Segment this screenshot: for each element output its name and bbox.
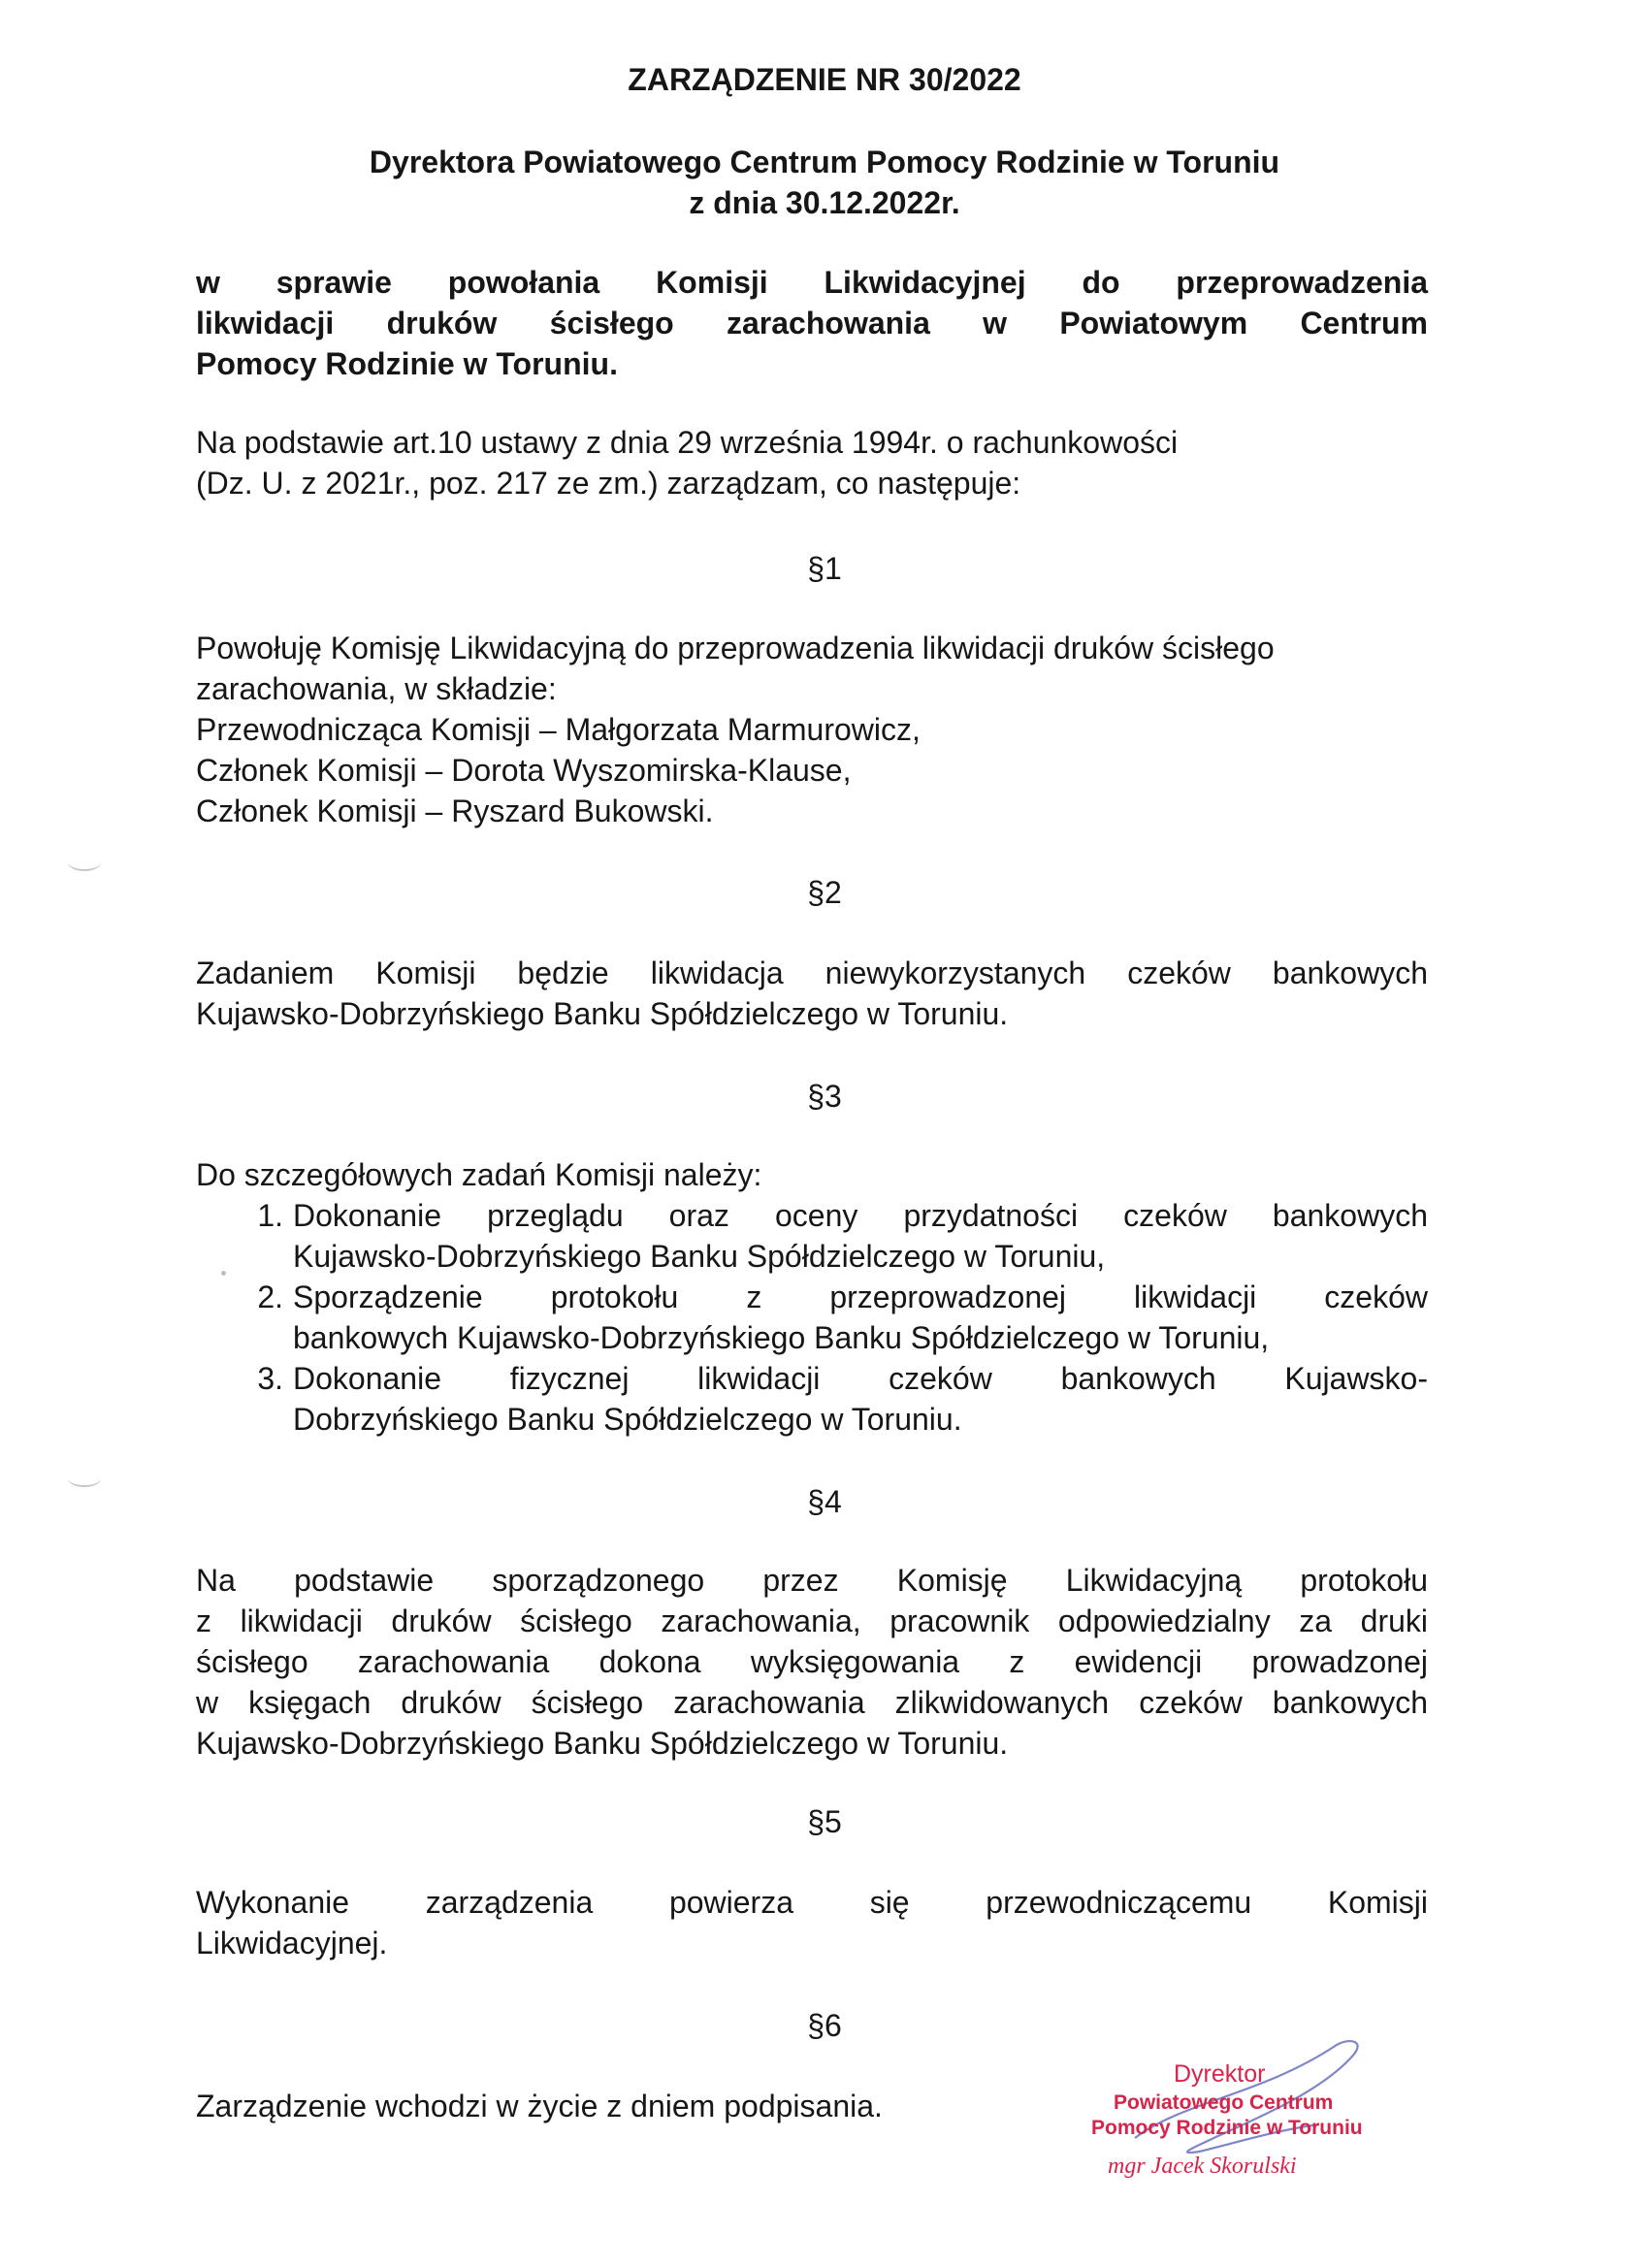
document-title: ZARZĄDZENIE NR 30/2022 bbox=[628, 62, 1021, 97]
section-4-body bbox=[196, 1560, 1428, 1764]
preamble bbox=[196, 422, 1428, 503]
section-2-line: Zadaniem Komisji będzie likwidacja niewykorzystanych czeków bankowych bbox=[196, 956, 1428, 990]
section-mark-5: §5 bbox=[807, 1804, 842, 1839]
list-item bbox=[235, 1195, 1428, 1277]
section-4-line: ścisłego zarachowania dokona wyksięgowania z ewidencji prowadzonej bbox=[196, 1644, 1428, 1679]
list-number: 2. bbox=[257, 1280, 283, 1314]
section-5-body bbox=[196, 1882, 1428, 1963]
issue-date: z dnia 30.12.2022r. bbox=[689, 185, 960, 220]
list-item-line: Dobrzyńskiego Banku Spółdzielczego w Toruniu. bbox=[293, 1402, 962, 1437]
list-item-line: Dokonanie przeglądu oraz oceny przydatności czeków bankowych bbox=[293, 1198, 1428, 1233]
section-5-line: Wykonanie zarządzenia powierza się przewodniczącemu Komisji bbox=[196, 1885, 1428, 1920]
section-1-line: Członek Komisji – Dorota Wyszomirska-Klause, bbox=[196, 753, 852, 788]
list-item-line: bankowych Kujawsko-Dobrzyńskiego Banku Spółdzielczego w Toruniu, bbox=[293, 1320, 1270, 1355]
subject-line: Pomocy Rodzinie w Toruniu. bbox=[196, 346, 618, 381]
document-issuer bbox=[0, 142, 1649, 223]
section-3-intro: Do szczegółowych zadań Komisji należy: bbox=[196, 1157, 762, 1192]
section-4-line: z likwidacji druków ścisłego zarachowania, pracownik odpowiedzialny za druki bbox=[196, 1604, 1428, 1638]
section-1-line: Przewodnicząca Komisji – Małgorzata Marmurowicz, bbox=[196, 712, 921, 747]
list-number: 3. bbox=[257, 1361, 283, 1396]
scan-mark bbox=[68, 854, 101, 871]
list-item bbox=[235, 1277, 1428, 1358]
list-item bbox=[235, 1358, 1428, 1440]
stamp-institution-line: Powiatowego Centrum bbox=[1114, 2091, 1334, 2114]
subject-block bbox=[196, 262, 1428, 384]
signature-stamp bbox=[1077, 2037, 1387, 2183]
section-mark-1: §1 bbox=[807, 551, 842, 586]
section-5-line: Likwidacyjnej. bbox=[196, 1926, 388, 1960]
section-1-line: Powołuję Komisję Likwidacyjną do przeprowadzenia likwidacji druków ścisłego bbox=[196, 631, 1275, 665]
stamp-institution-line: Pomocy Rodzinie w Toruniu bbox=[1091, 2117, 1363, 2139]
preamble-line: Na podstawie art.10 ustawy z dnia 29 września 1994r. o rachunkowości bbox=[196, 425, 1179, 460]
section-1-body bbox=[196, 628, 1428, 831]
list-number: 1. bbox=[257, 1198, 283, 1233]
section-1-line: zarachowania, w składzie: bbox=[196, 671, 557, 706]
section-4-line: Na podstawie sporządzonego przez Komisję Likwidacyjną protokołu bbox=[196, 1563, 1428, 1598]
stamp-title: Dyrektor bbox=[1174, 2060, 1266, 2088]
issuer-line: Dyrektora Powiatowego Centrum Pomocy Rodzinie w Toruniu bbox=[369, 145, 1280, 179]
subject-line: w sprawie powołania Komisji Likwidacyjnej do przeprowadzenia bbox=[196, 265, 1428, 300]
section-6-body: Zarządzenie wchodzi w życie z dniem podpisania. bbox=[196, 2089, 883, 2123]
section-2-line: Kujawsko-Dobrzyńskiego Banku Spółdzielczego w Toruniu. bbox=[196, 996, 1009, 1031]
list-item-line: Kujawsko-Dobrzyńskiego Banku Spółdzielczego w Toruniu, bbox=[293, 1239, 1106, 1274]
scan-dot bbox=[221, 1271, 226, 1276]
section-1-line: Członek Komisji – Ryszard Bukowski. bbox=[196, 794, 714, 828]
preamble-line: (Dz. U. z 2021r., poz. 217 ze zm.) zarządzam, co następuje: bbox=[196, 466, 1021, 501]
section-4-line: w księgach druków ścisłego zarachowania zlikwidowanych czeków bankowych bbox=[196, 1685, 1428, 1720]
section-4-line: Kujawsko-Dobrzyńskiego Banku Spółdzielczego w Toruniu. bbox=[196, 1726, 1009, 1761]
scan-mark bbox=[68, 1470, 101, 1487]
stamp-signatory: mgr Jacek Skorulski bbox=[1108, 2154, 1297, 2179]
list-item-line: Dokonanie fizycznej likwidacji czeków bankowych Kujawsko- bbox=[293, 1361, 1428, 1396]
section-2-body bbox=[196, 953, 1428, 1034]
section-mark-3: §3 bbox=[807, 1079, 842, 1114]
section-mark-4: §4 bbox=[807, 1484, 842, 1519]
section-mark-2: §2 bbox=[807, 875, 842, 910]
list-item-line: Sporządzenie protokołu z przeprowadzonej likwidacji czeków bbox=[293, 1280, 1428, 1314]
section-mark-6: §6 bbox=[807, 2008, 842, 2043]
subject-line: likwidacji druków ścisłego zarachowania w Powiatowym Centrum bbox=[196, 306, 1428, 340]
section-3-list bbox=[235, 1195, 1428, 1440]
